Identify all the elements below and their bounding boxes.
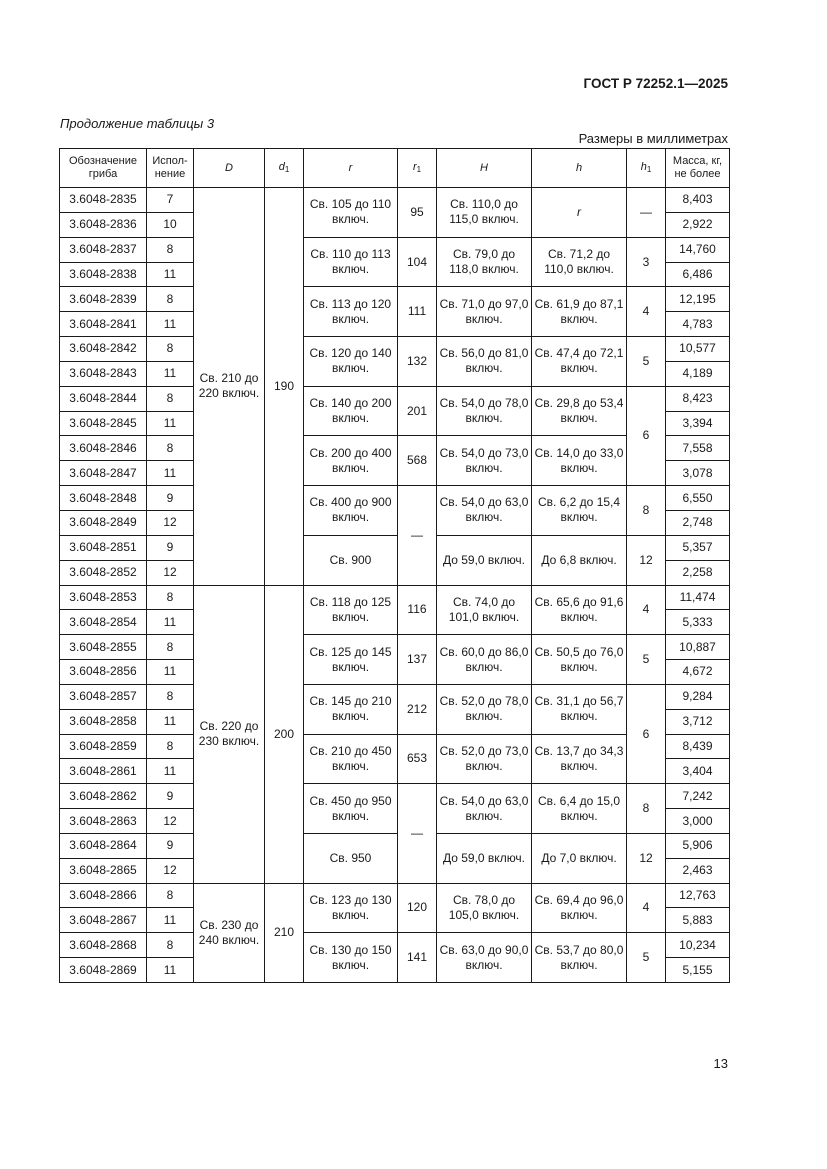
h-cell: Св. 14,0 до 33,0 включ. [532,436,627,486]
d1-cell: 190 [265,188,304,586]
r-cell: Св. 450 до 950 включ. [304,784,398,834]
header-designation: Обозначение гриба [60,149,147,188]
h-cell: Св. 61,9 до 87,1 включ. [532,287,627,337]
r1-cell: 212 [398,684,437,734]
r1-cell: 111 [398,287,437,337]
header-mass: Масса, кг, не более [666,149,730,188]
table-row [60,237,730,262]
H-cell: До 59,0 включ. [437,535,532,585]
h-cell: Св. 31,1 до 56,7 включ. [532,684,627,734]
designation-cell: 3.6048-2863 [60,809,147,834]
mass-cell: 10,234 [666,933,730,958]
r-cell: Св. 210 до 450 включ. [304,734,398,784]
h-cell: Св. 13,7 до 34,3 включ. [532,734,627,784]
d-range-cell: Св. 210 до 220 включ. [194,188,265,586]
variant-cell: 8 [147,386,194,411]
h1-cell: 4 [627,287,666,337]
designation-cell: 3.6048-2851 [60,535,147,560]
designation-cell: 3.6048-2862 [60,784,147,809]
mass-cell: 6,486 [666,262,730,287]
mass-cell: 3,078 [666,461,730,486]
r1-cell: 201 [398,386,437,436]
H-cell: До 59,0 включ. [437,833,532,883]
r1-cell: 568 [398,436,437,486]
variant-cell: 11 [147,908,194,933]
h1-cell: 4 [627,585,666,635]
units-note: Размеры в миллиметрах [578,131,728,146]
variant-cell: 10 [147,212,194,237]
designation-cell: 3.6048-2867 [60,908,147,933]
variant-cell: 12 [147,510,194,535]
variant-cell: 9 [147,535,194,560]
variant-cell: 11 [147,312,194,337]
mass-cell: 5,883 [666,908,730,933]
table-header-row [60,149,730,188]
mass-cell: 4,189 [666,361,730,386]
d1-cell: 210 [265,883,304,982]
mass-cell: 14,760 [666,237,730,262]
r1-cell: 95 [398,188,437,238]
table-caption: Продолжение таблицы 3 [60,116,215,131]
H-cell: Св. 56,0 до 81,0 включ. [437,337,532,387]
r1-cell: 132 [398,337,437,387]
dimensions-table [59,148,730,983]
mass-cell: 5,357 [666,535,730,560]
h1-cell: 8 [627,486,666,536]
designation-cell: 3.6048-2855 [60,635,147,660]
mass-cell: 4,672 [666,660,730,685]
r-cell: Св. 125 до 145 включ. [304,635,398,685]
H-cell: Св. 52,0 до 73,0 включ. [437,734,532,784]
h1-cell: 5 [627,933,666,983]
variant-cell: 11 [147,610,194,635]
table-row [60,337,730,362]
designation-cell: 3.6048-2846 [60,436,147,461]
designation-cell: 3.6048-2842 [60,337,147,362]
page-number: 13 [713,1056,728,1071]
variant-cell: 11 [147,709,194,734]
designation-cell: 3.6048-2869 [60,958,147,983]
designation-cell: 3.6048-2861 [60,759,147,784]
r-cell: Св. 400 до 900 включ. [304,486,398,536]
r-cell: Св. 140 до 200 включ. [304,386,398,436]
h-cell: До 6,8 включ. [532,535,627,585]
mass-cell: 5,155 [666,958,730,983]
designation-cell: 3.6048-2865 [60,858,147,883]
r-cell: Св. 120 до 140 включ. [304,337,398,387]
r-cell: Св. 950 [304,833,398,883]
table-row [60,535,730,560]
h1-cell: 4 [627,883,666,933]
mass-cell: 12,195 [666,287,730,312]
header-r1-subscript: 1 [416,164,422,174]
variant-cell: 9 [147,486,194,511]
h-cell: Св. 50,5 до 76,0 включ. [532,635,627,685]
H-cell: Св. 60,0 до 86,0 включ. [437,635,532,685]
header-h1-letter: h [640,160,647,173]
r-cell: Св. 118 до 125 включ. [304,585,398,635]
header-variant: Испол-нение [147,149,194,188]
mass-cell: 9,284 [666,684,730,709]
table-row [60,883,730,908]
variant-cell: 12 [147,858,194,883]
designation-cell: 3.6048-2854 [60,610,147,635]
H-cell: Св. 74,0 до 101,0 включ. [437,585,532,635]
variant-cell: 7 [147,188,194,213]
h1-cell: 6 [627,386,666,485]
header-H: H [437,149,532,188]
r-cell: Св. 200 до 400 включ. [304,436,398,486]
variant-cell: 9 [147,784,194,809]
mass-cell: 3,394 [666,411,730,436]
r1-cell: 137 [398,635,437,685]
table-row [60,684,730,709]
H-cell: Св. 63,0 до 90,0 включ. [437,933,532,983]
mass-cell: 4,783 [666,312,730,337]
mass-cell: 2,258 [666,560,730,585]
h-cell: r [532,188,627,238]
designation-cell: 3.6048-2868 [60,933,147,958]
mass-cell: 3,712 [666,709,730,734]
variant-cell: 12 [147,560,194,585]
H-cell: Св. 78,0 до 105,0 включ. [437,883,532,933]
variant-cell: 11 [147,759,194,784]
designation-cell: 3.6048-2843 [60,361,147,386]
variant-cell: 11 [147,262,194,287]
d1-cell: 200 [265,585,304,883]
r-cell: Св. 145 до 210 включ. [304,684,398,734]
header-h1 [627,149,666,188]
mass-cell: 8,423 [666,386,730,411]
header-h: h [532,149,627,188]
variant-cell: 11 [147,411,194,436]
r-cell: Св. 130 до 150 включ. [304,933,398,983]
mass-cell: 10,887 [666,635,730,660]
r-cell: Св. 900 [304,535,398,585]
h-cell: Св. 47,4 до 72,1 включ. [532,337,627,387]
mass-cell: 5,906 [666,833,730,858]
mass-cell: 7,558 [666,436,730,461]
r1-cell: — [398,784,437,883]
h-cell: Св. 29,8 до 53,4 включ. [532,386,627,436]
r1-cell: 104 [398,237,437,287]
designation-cell: 3.6048-2839 [60,287,147,312]
designation-cell: 3.6048-2841 [60,312,147,337]
designation-cell: 3.6048-2844 [60,386,147,411]
H-cell: Св. 79,0 до 118,0 включ. [437,237,532,287]
variant-cell: 8 [147,635,194,660]
mass-cell: 8,439 [666,734,730,759]
h-cell: До 7,0 включ. [532,833,627,883]
mass-cell: 3,404 [666,759,730,784]
designation-cell: 3.6048-2858 [60,709,147,734]
H-cell: Св. 54,0 до 63,0 включ. [437,486,532,536]
designation-cell: 3.6048-2836 [60,212,147,237]
mass-cell: 6,550 [666,486,730,511]
designation-cell: 3.6048-2852 [60,560,147,585]
r-cell: Св. 113 до 120 включ. [304,287,398,337]
variant-cell: 11 [147,958,194,983]
variant-cell: 8 [147,237,194,262]
h1-cell: 8 [627,784,666,834]
table-row [60,635,730,660]
r-cell: Св. 123 до 130 включ. [304,883,398,933]
r1-cell: — [398,486,437,585]
header-d1-subscript: 1 [284,164,290,174]
table-row [60,486,730,511]
designation-cell: 3.6048-2848 [60,486,147,511]
H-cell: Св. 54,0 до 63,0 включ. [437,784,532,834]
h1-cell: 6 [627,684,666,783]
mass-cell: 2,748 [666,510,730,535]
h1-cell: 5 [627,337,666,387]
variant-cell: 8 [147,684,194,709]
designation-cell: 3.6048-2845 [60,411,147,436]
table-row [60,933,730,958]
H-cell: Св. 52,0 до 78,0 включ. [437,684,532,734]
mass-cell: 10,577 [666,337,730,362]
mass-cell: 8,403 [666,188,730,213]
h-cell: Св. 65,6 до 91,6 включ. [532,585,627,635]
d-range-cell: Св. 220 до 230 включ. [194,585,265,883]
r1-cell: 141 [398,933,437,983]
designation-cell: 3.6048-2835 [60,188,147,213]
H-cell: Св. 71,0 до 97,0 включ. [437,287,532,337]
r1-cell: 120 [398,883,437,933]
designation-cell: 3.6048-2849 [60,510,147,535]
variant-cell: 11 [147,660,194,685]
variant-cell: 8 [147,337,194,362]
H-cell: Св. 54,0 до 73,0 включ. [437,436,532,486]
h-cell: Св. 6,2 до 15,4 включ. [532,486,627,536]
header-D: D [194,149,265,188]
document-code: ГОСТ Р 72252.1—2025 [583,76,728,91]
variant-cell: 8 [147,883,194,908]
table-row [60,188,730,213]
d-range-cell: Св. 230 до 240 включ. [194,883,265,982]
H-cell: Св. 110,0 до 115,0 включ. [437,188,532,238]
designation-cell: 3.6048-2859 [60,734,147,759]
designation-cell: 3.6048-2837 [60,237,147,262]
mass-cell: 5,333 [666,610,730,635]
table-row [60,833,730,858]
designation-cell: 3.6048-2838 [60,262,147,287]
table-row [60,585,730,610]
mass-cell: 7,242 [666,784,730,809]
h1-cell: 5 [627,635,666,685]
h1-cell: 3 [627,237,666,287]
mass-cell: 12,763 [666,883,730,908]
variant-cell: 8 [147,287,194,312]
designation-cell: 3.6048-2866 [60,883,147,908]
variant-cell: 12 [147,809,194,834]
mass-cell: 3,000 [666,809,730,834]
variant-cell: 8 [147,933,194,958]
mass-cell: 2,922 [666,212,730,237]
table-row [60,386,730,411]
designation-cell: 3.6048-2856 [60,660,147,685]
table-row [60,287,730,312]
table-body [60,188,730,983]
h-cell: Св. 71,2 до 110,0 включ. [532,237,627,287]
header-r1-letter: r [412,160,417,173]
r-cell: Св. 110 до 113 включ. [304,237,398,287]
mass-cell: 2,463 [666,858,730,883]
r1-cell: 116 [398,585,437,635]
h1-cell: 12 [627,833,666,883]
variant-cell: 11 [147,361,194,386]
variant-cell: 8 [147,436,194,461]
header-d1 [265,149,304,188]
designation-cell: 3.6048-2864 [60,833,147,858]
mass-cell: 11,474 [666,585,730,610]
header-h1-subscript: 1 [646,164,652,174]
header-d1-letter: d [278,160,285,173]
r1-cell: 653 [398,734,437,784]
h-cell: Св. 53,7 до 80,0 включ. [532,933,627,983]
variant-cell: 9 [147,833,194,858]
h-cell: Св. 6,4 до 15,0 включ. [532,784,627,834]
designation-cell: 3.6048-2853 [60,585,147,610]
variant-cell: 11 [147,461,194,486]
designation-cell: 3.6048-2847 [60,461,147,486]
h1-cell: — [627,188,666,238]
H-cell: Св. 54,0 до 78,0 включ. [437,386,532,436]
header-r: r [304,149,398,188]
table-row [60,784,730,809]
variant-cell: 8 [147,734,194,759]
header-r1 [398,149,437,188]
h-cell: Св. 69,4 до 96,0 включ. [532,883,627,933]
designation-cell: 3.6048-2857 [60,684,147,709]
r-cell: Св. 105 до 110 включ. [304,188,398,238]
variant-cell: 8 [147,585,194,610]
h1-cell: 12 [627,535,666,585]
